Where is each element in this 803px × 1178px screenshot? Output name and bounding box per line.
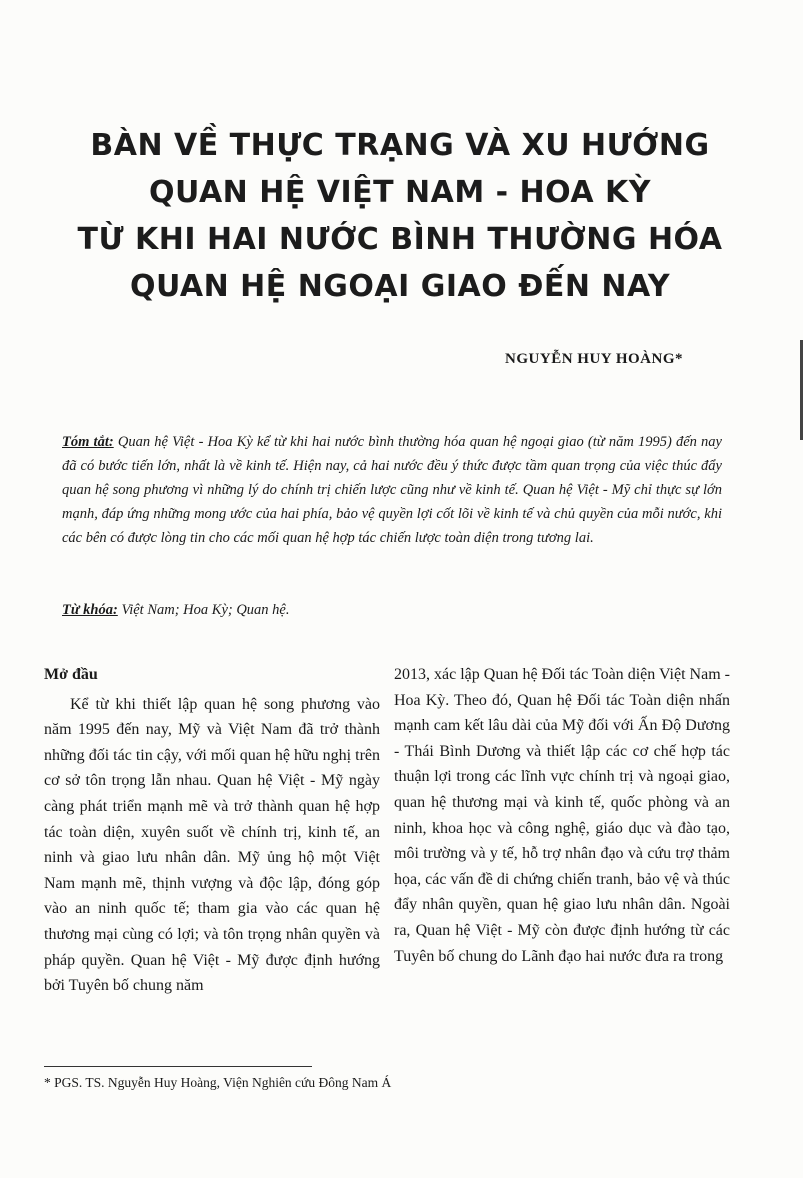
abstract [62, 430, 722, 550]
left-paragraph: Kể từ khi thiết lập quan hệ song phương vào năm 1995 đến nay, Mỹ và Việt Nam đã trở thành những đối tác tin cậy, với mối quan hệ hữu nghị trên cơ sở tôn trọng lẫn nhau. Quan hệ Việt - Mỹ ngày càng phát triển mạnh mẽ và trở thành quan hệ hợp tác toàn diện, xuyên suốt về chính trị, kinh tế, an ninh và giao lưu nhân dân. Mỹ ủng hộ một Việt Nam mạnh mẽ, thịnh vượng và độc lập, đóng góp vào an ninh quốc tế; tham gia vào các quan hệ thương mại cùng có lợi; và tôn trọng nhân quyền và pháp quyền. Quan hệ Việt - Mỹ được định hướng bởi Tuyên bố chung năm [44, 695, 380, 995]
right-paragraph: 2013, xác lập Quan hệ Đối tác Toàn diện Việt Nam - Hoa Kỳ. Theo đó, Quan hệ Đối tác Toàn diện nhấn mạnh cam kết lâu dài của Mỹ đối với Ấn Độ Dương - Thái Bình Dương và thiết lập các cơ chế hợp tác thuận lợi trong các lĩnh vực chính trị và ngoại giao, quan hệ thương mại và kinh tế, quốc phòng và an ninh, khoa học và công nghệ, giáo dục và đào tạo, môi trường và y tế, hỗ trợ nhân đạo và cứu trợ thảm họa, các vấn đề di chứng chiến tranh, bảo vệ và thúc đẩy nhân quyền, quan hệ giao lưu nhân dân. Ngoài ra, Quan hệ Việt - Mỹ còn được định hướng từ các Tuyên bố chung do Lãnh đạo hai nước đưa ra trong [394, 666, 730, 965]
left-column [44, 662, 380, 999]
footnote: * PGS. TS. Nguyễn Huy Hoàng, Viện Nghiên cứu Đông Nam Á [44, 1075, 392, 1090]
author-name: NGUYỄN HUY HOÀNG* [505, 351, 683, 367]
keywords [62, 598, 722, 622]
right-column [394, 662, 730, 969]
keywords-label: Từ khóa: [62, 602, 118, 618]
title-line: QUAN HỆ NGOẠI GIAO ĐẾN NAY [129, 269, 671, 304]
title-line: BÀN VỀ THỰC TRẠNG VÀ XU HƯỚNG [90, 128, 710, 163]
abstract-label: Tóm tắt: [62, 434, 114, 450]
title-line: QUAN HỆ VIỆT NAM - HOA KỲ [149, 175, 651, 210]
section-heading: Mở đầu [44, 666, 98, 683]
article-title [60, 122, 740, 310]
footnote-divider [44, 1066, 312, 1067]
title-line: TỪ KHI HAI NƯỚC BÌNH THƯỜNG HÓA [77, 222, 723, 257]
abstract-text: Quan hệ Việt - Hoa Kỳ kể từ khi hai nước bình thường hóa quan hệ ngoại giao (từ năm 1995) đến nay đã có bước tiến lớn, nhất là về kinh tế. Hiện nay, cả hai nước đều ý thức được tầm quan trọng của việc thúc đẩy quan hệ song phương vì những lý do chính trị chiến lược cũng như về kinh tế. Quan hệ Việt - Mỹ chỉ thực sự lớn mạnh, đáp ứng những mong ước của hai phía, bảo vệ quyền lợi cốt lõi về kinh tế và chủ quyền của mỗi nước, khi các bên có được lòng tin cho các mối quan hệ hợp tác chiến lược toàn diện trong tương lai. [62, 434, 722, 546]
keywords-text: Việt Nam; Hoa Kỳ; Quan hệ. [117, 602, 290, 618]
